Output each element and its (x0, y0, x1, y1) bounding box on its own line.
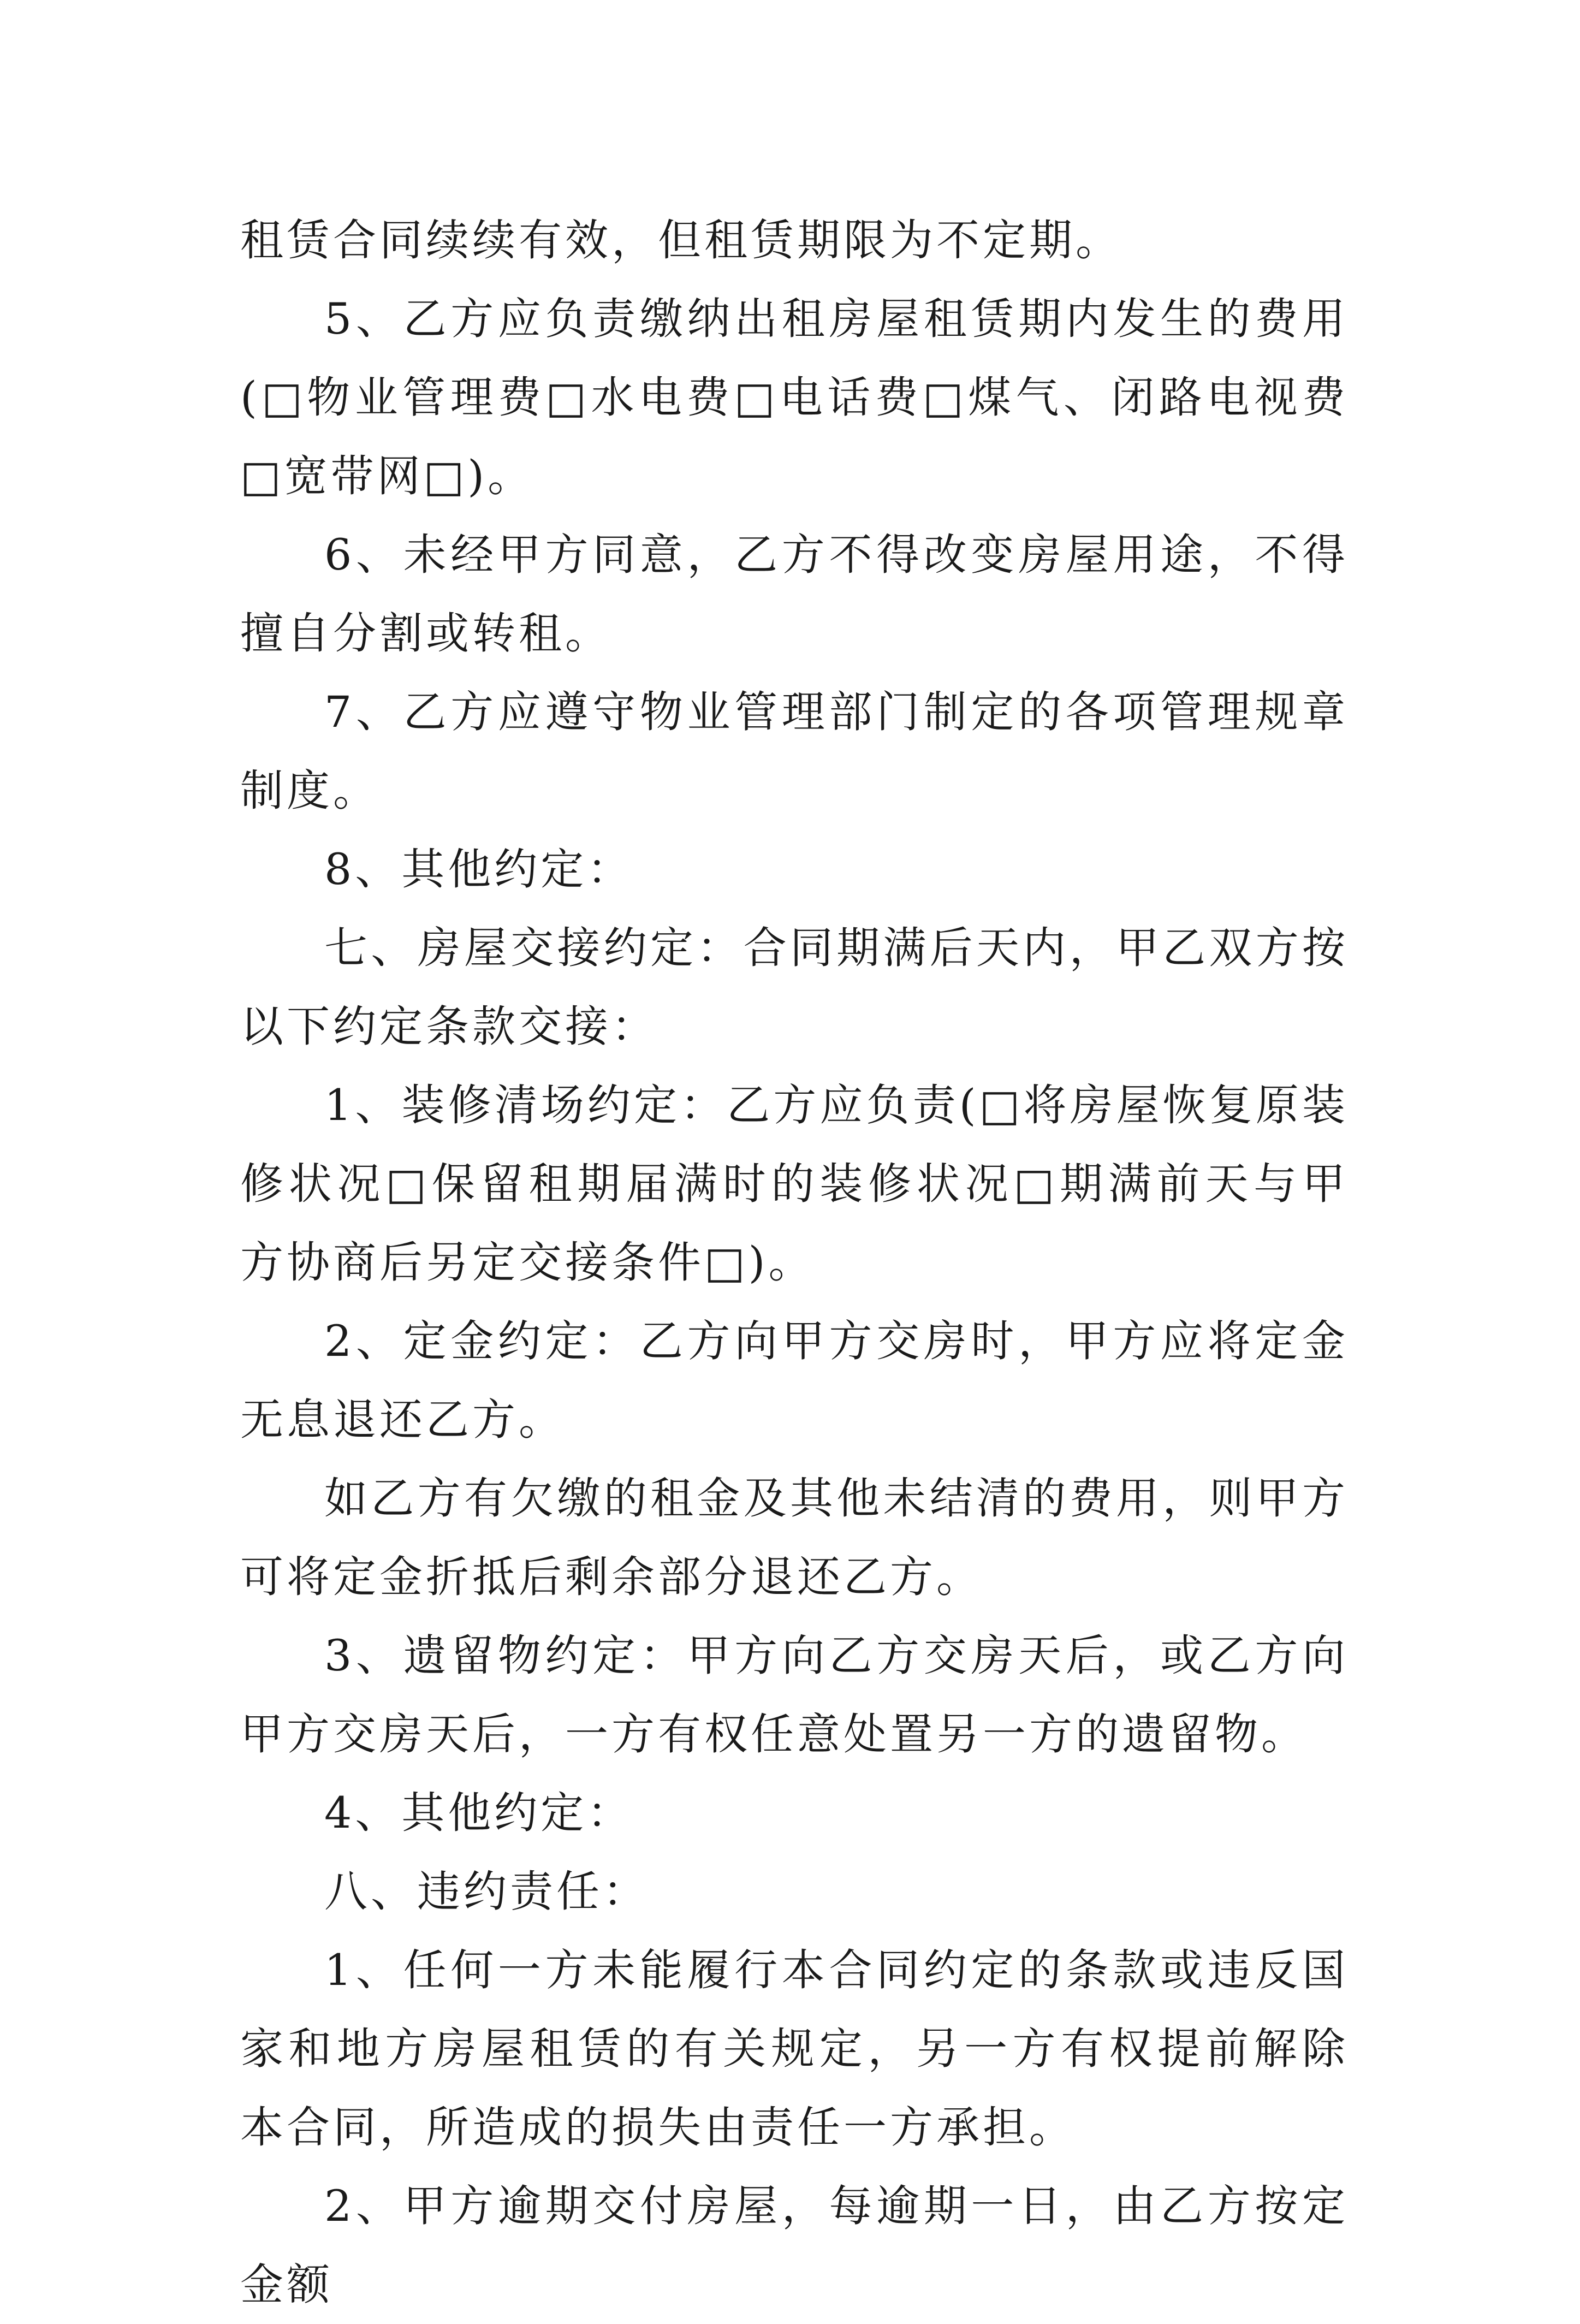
paragraph-handover-1-renovation: 1、装修清场约定：乙方应负责(□将房屋恢复原装修状况□保留租期届满时的装修状况□期满前天与甲方协商后另定交接条件□)。 (240, 1080, 1349, 1288)
paragraph-clause-8-other: 8、其他约定： (324, 844, 634, 894)
paragraph-deposit-offset: 如乙方有欠缴的租金及其他未结清的费用，则甲方可将定金折抵后剩余部分退还乙方。 (240, 1473, 1349, 1602)
paragraph-handover-4-other: 4、其他约定： (324, 1788, 634, 1838)
paragraph-section-8-liability: 八、违约责任： (324, 1866, 649, 1917)
contract-text-body (240, 201, 1349, 2324)
paragraph-lease-continuation: 租赁合同续续有效，但租赁期限为不定期。 (240, 215, 1122, 265)
paragraph-clause-5-fees: 5、乙方应负责缴纳出租房屋租赁期内发生的费用(□物业管理费□水电费□电话费□煤气、闭路电视费□宽带网□)。 (240, 294, 1349, 501)
paragraph-liability-2-late-delivery: 2、甲方逾期交付房屋，每逾期一日，由乙方按定金额 (240, 2181, 1349, 2310)
paragraph-section-7-handover: 七、房屋交接约定：合同期满后天内，甲乙双方按以下约定条款交接： (240, 923, 1349, 1052)
paragraph-handover-3-leftovers: 3、遗留物约定：甲方向乙方交房天后，或乙方向甲方交房天后，一方有权任意处置另一方的遗留物。 (240, 1631, 1349, 1759)
paragraph-clause-6-usage: 6、未经甲方同意，乙方不得改变房屋用途，不得擅自分割或转租。 (240, 530, 1349, 659)
paragraph-liability-1-breach: 1、任何一方未能履行本合同约定的条款或违反国家和地方房屋租赁的有关规定，另一方有权提前解除本合同，所造成的损失由责任一方承担。 (240, 1945, 1349, 2153)
paragraph-clause-7-rules: 7、乙方应遵守物业管理部门制定的各项管理规章制度。 (240, 687, 1349, 816)
paragraph-handover-2-deposit: 2、定金约定：乙方向甲方交房时，甲方应将定金无息退还乙方。 (240, 1316, 1349, 1445)
